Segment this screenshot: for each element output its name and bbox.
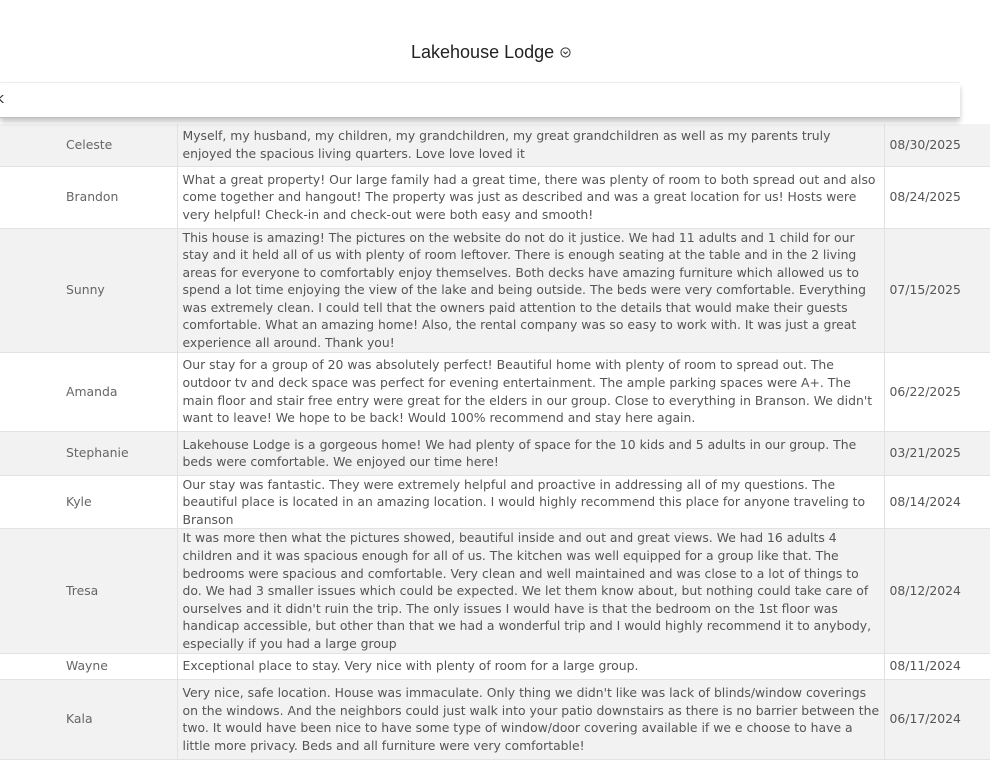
review-text: Myself, my husband, my children, my grandchildren, my great grandchildren as well as my parents truly enjoyed the spacious living quarters. Love love loved it <box>177 124 884 166</box>
review-text: This house is amazing! The pictures on the website do not do it justice. We had 11 adults and 1 child for our stay and it held all of us with plenty of room leftover. There is enough seating at the table and in the 2 living areas for everyone to comfortably enjoy themselves. Both decks have amazing furniture which allowed us to spend a lot time enjoying the view of the lake and being outside. The beds were very comfortable. Everything was extremely clean. I could tell that the owners paid attention to the details that would make their guests comfortable. What an amazing home! Also, the rental company was so easy to work with. It was just a great experience all around. Thank you! <box>177 228 884 352</box>
review-date: 08/11/2024 <box>884 653 990 679</box>
row-spacer <box>0 352 59 431</box>
review-text: Our stay was fantastic. They were extremely helpful and proactive in addressing all of my questions. The beautiful place is located in an amazing location. I would highly recommend this place for anyone traveling to Branson <box>177 475 884 529</box>
review-date: 03/21/2025 <box>884 431 990 475</box>
header <box>0 0 960 83</box>
chevron-down-circle-icon[interactable] <box>560 47 571 58</box>
row-spacer <box>0 679 59 759</box>
reviewer-name: Stephanie <box>59 431 177 475</box>
row-spacer <box>0 431 59 475</box>
reviewer-name: Amanda <box>59 352 177 431</box>
table-row[interactable] <box>0 124 990 166</box>
reviewer-name: Sunny <box>59 228 177 352</box>
row-spacer <box>0 529 59 653</box>
row-spacer <box>0 166 59 228</box>
reviewer-name: Kala <box>59 679 177 759</box>
row-spacer <box>0 228 59 352</box>
row-spacer <box>0 124 59 166</box>
review-date: 06/17/2024 <box>884 679 990 759</box>
reviewer-name: Wayne <box>59 653 177 679</box>
row-spacer <box>0 653 59 679</box>
table-row[interactable] <box>0 679 990 759</box>
review-text: It was more then what the pictures showed, beautiful inside and out and great views. We had 16 adults 4 children and it was spacious enough for all of us. The kitchen was well equipped for a group like that. The bedrooms were spacious and comfortable. Very clean and well maintained and was close to a lot of things to do. We had 3 smaller issues which could be expected. We let them know about, but nothing could take care of ourselves and it didn't ruin the trip. The only issues I would have is that the bedroom on the 1st floor was handicap accessible, but other than that we had a wonderful trip and I would highly recommend it to anybody, especially if you had a large group <box>177 529 884 653</box>
review-date: 08/12/2024 <box>884 529 990 653</box>
review-date: 06/22/2025 <box>884 352 990 431</box>
review-text: Very nice, safe location. House was immaculate. Only thing we didn't like was lack of blinds/window coverings on the windows. And the neighbors could just walk into your patio downstairs as there is no barrier between the two. It would have been nice to have some type of window/door covering available if we e choose to have a little more privacy. Beds and all furniture were very comfortable! <box>177 679 884 759</box>
review-date: 08/24/2025 <box>884 166 990 228</box>
table-row[interactable] <box>0 228 990 352</box>
review-text: Exceptional place to stay. Very nice with plenty of room for a large group. <box>177 653 884 679</box>
table-row[interactable] <box>0 166 990 228</box>
search-input[interactable] <box>0 83 950 115</box>
row-spacer <box>0 475 59 529</box>
table-row[interactable] <box>0 352 990 431</box>
reviews-table-container <box>0 124 960 760</box>
page-title: Lakehouse Lodge <box>411 42 555 62</box>
search-bar <box>0 83 960 118</box>
property-selector[interactable] <box>411 42 571 63</box>
reviewer-name: Kyle <box>59 475 177 529</box>
review-text: Lakehouse Lodge is a gorgeous home! We had plenty of space for the 10 kids and 5 adults in our group. The beds were comfortable. We enjoyed our time here! <box>177 431 884 475</box>
table-row[interactable] <box>0 653 990 679</box>
table-row[interactable] <box>0 475 990 529</box>
reviewer-name: Brandon <box>59 166 177 228</box>
review-text: What a great property! Our large family had a great time, there was plenty of room to both spread out and also come together and hangout! The property was just as described and was a great location for us! Hosts were very helpful! Check-in and check-out were both easy and smooth! <box>177 166 884 228</box>
table-row[interactable] <box>0 529 990 653</box>
reviews-table <box>0 124 990 760</box>
review-date: 08/30/2025 <box>884 124 990 166</box>
review-date: 07/15/2025 <box>884 228 990 352</box>
reviewer-name: Tresa <box>59 529 177 653</box>
reviewer-name: Celeste <box>59 124 177 166</box>
table-row[interactable] <box>0 431 990 475</box>
review-date: 08/14/2024 <box>884 475 990 529</box>
review-text: Our stay for a group of 20 was absolutely perfect! Beautiful home with plenty of room to spread out. The outdoor tv and deck space was perfect for evening entertainment. The ample parking spaces were A+. The main floor and stair free entry were great for the elders in our group. Close to everything in Branson. We didn't want to leave! We hope to be back! Would 100% recommend and stay here again. <box>177 352 884 431</box>
